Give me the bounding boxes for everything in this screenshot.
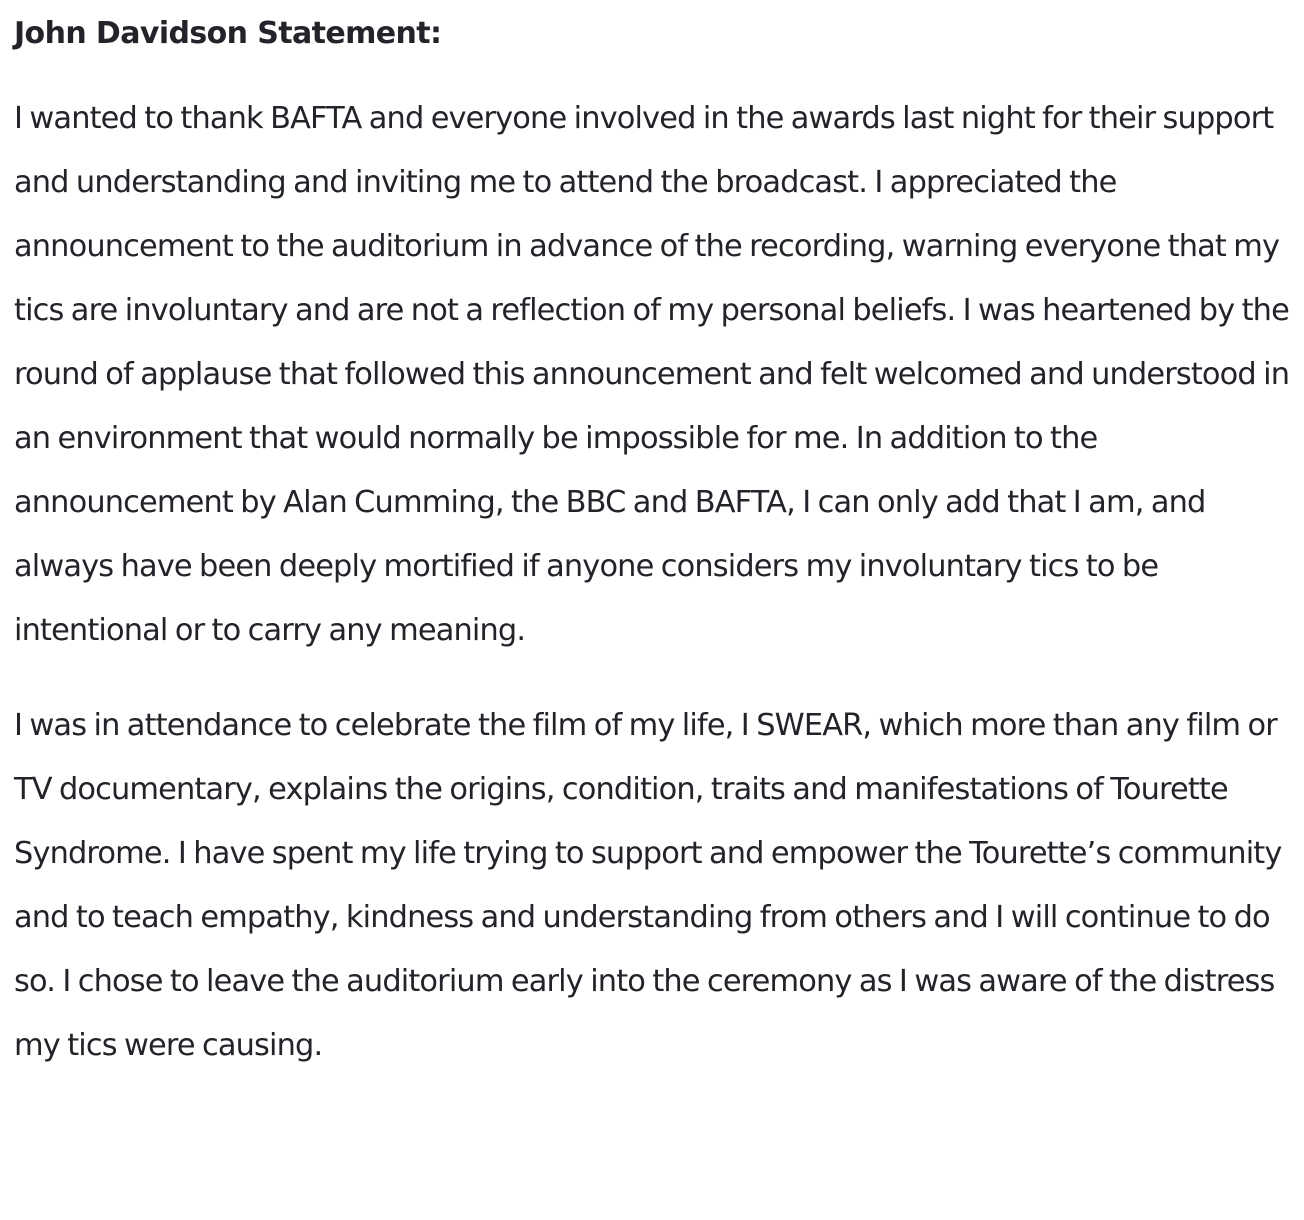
statement-paragraph-2: I was in attendance to celebrate the film of my life, I SWEAR, which more than any film or TV documentary, explains the origins, condition, traits and manifestations of Tourette Syndrome. I have spent my life trying to support and empower the Tourette’s community and to teach empathy, kindness and understanding from others and I will continue to do so. I chose to leave the auditorium early into the ceremony as I was aware of the distress my tics were causing. [14, 708, 1282, 1063]
statement-title: John Davidson Statement: [14, 16, 442, 51]
statement-paragraph-1: I wanted to thank BAFTA and everyone involved in the awards last night for their support and understanding and inviting me to attend the broadcast. I appreciated the announcement to the auditorium in advance of the recording, warning everyone that my tics are involuntary and are not a reflection of my personal beliefs. I was heartened by the round of applause that followed this announcement and felt welcomed and understood in an environment that would normally be impossible for me. In addition to the announcement by Alan Cumming, the BBC and BAFTA, I can only add that I am, and always have been deeply mortified if anyone considers my involuntary tics to be intentional or to carry any meaning. [14, 101, 1290, 648]
